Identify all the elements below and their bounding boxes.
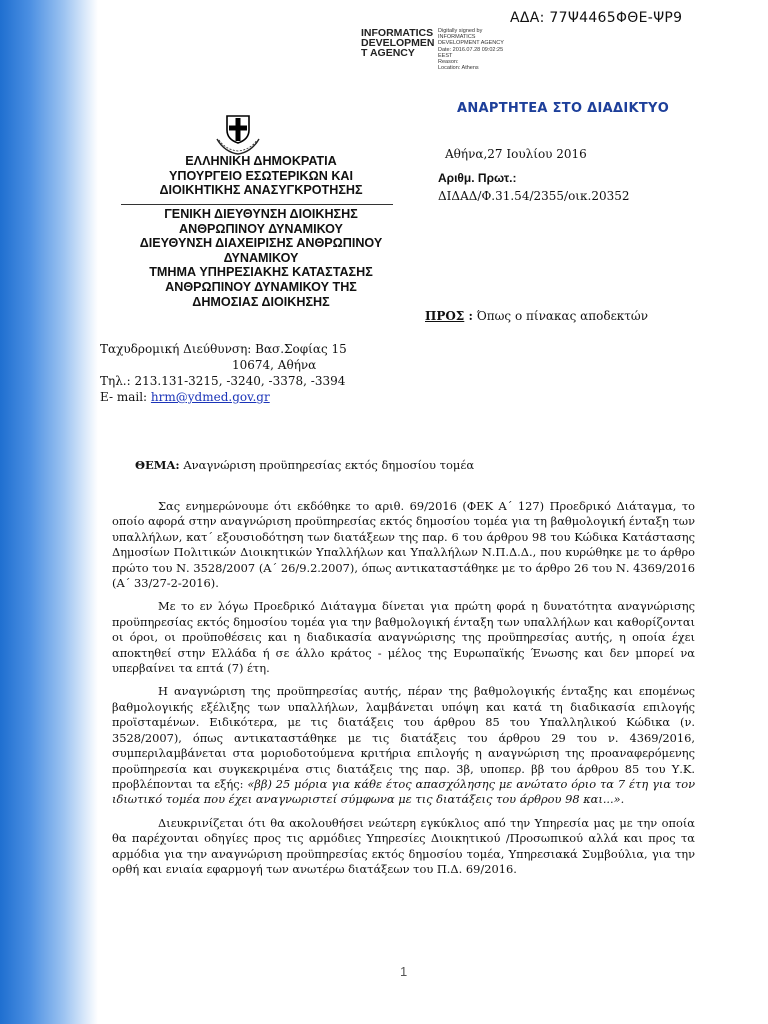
header-line: ΔΥΝΑΜΙΚΟΥ: [223, 250, 299, 265]
header-line: ΕΛΛΗΝΙΚΗ ΔΗΜΟΚΡΑΤΙΑ: [185, 154, 337, 168]
signature-detail-line: EEST: [438, 52, 453, 59]
digital-signature-details: [438, 28, 504, 71]
digital-signature-org: [361, 28, 435, 58]
header-line: ΔΙΕΥΘΥΝΣΗ ΔΙΑΧΕΙΡΙΣΗΣ ΑΝΘΡΩΠΙΝΟΥ: [139, 236, 383, 251]
recipient-separator: :: [464, 309, 473, 323]
header-line: ΔΙΟΙΚΗΤΙΚΗΣ ΑΝΑΣΥΓΚΡΟΤΗΣΗΣ: [159, 183, 363, 198]
paragraph-3: [112, 684, 695, 807]
signature-detail-line: INFORMATICS: [438, 34, 476, 41]
header-line: ΑΝΘΡΩΠΙΝΟΥ ΔΥΝΑΜΙΚΟΥ: [179, 221, 343, 236]
recipient-value: Όπως ο πίνακας αποδεκτών: [476, 309, 649, 323]
paragraph-1: Σας ενημερώνουμε ότι εκδόθηκε το αριθ. 69/2016 (ΦΕΚ Α΄ 127) Προεδρικό Διάταγμα, το οποίο αφορά στην αναγνώριση προϋπηρεσίας εκτός δημοσίου τομέα για τη βαθμολογική ένταξη των υπαλλήλων, κατ΄ εξουσιοδότηση των διατάξεων της παρ. 6 του άρθρου 98 του Κώδικα Κατάστασης Δημοσίων Πολιτικών Διοικητικών Υπαλλήλων και Υπαλλήλων Ν.Π.Δ.Δ., που κυρώθηκε με το άρθρο πρώτο του Ν. 3528/2007 (Α΄ 26/9.2.2007), όπως αντικαταστάθηκε με το άρθρο 26 του Ν. 4369/2016 (Α΄ 33/27-2-2016).: [112, 499, 695, 591]
paragraph-4: Διευκρινίζεται ότι θα ακολουθήσει νεώτερη εγκύκλιος από την Υπηρεσία μας με την οποία θα παρέχονται οδηγίες προς τις αρμόδιες Υπηρεσίες Διοικητικού /Προσωπικού αλλά και προς τα αρμόδια για την αναγνώριση προϋπηρεσίας εκτός δημοσίου τομέα, Υπηρεσιακά Συμβούλια, για την ορθή και ενιαία εφαρμογή των ανωτέρω διατάξεων του Π.Δ. 69/2016.: [112, 815, 695, 876]
document-body: [112, 499, 695, 877]
signature-detail-line: Digitally signed by: [438, 28, 483, 34]
postal-city: 10674, Αθήνα: [232, 358, 317, 372]
postal-address: Ταχυδρομική Διεύθυνση: Βασ.Σοφίας 15: [100, 342, 347, 356]
publish-online-banner: ΑΝΑΡΤΗΤΕΑ ΣΤΟ ΔΙΑΔΙΚΤΥΟ: [457, 101, 670, 116]
protocol-label: Αριθμ. Πρωτ.:: [438, 171, 517, 185]
signature-detail-line: Reason:: [438, 59, 459, 66]
email-link[interactable]: hrm@ydmed.gov.gr: [150, 390, 270, 404]
paragraph-3-quote: «ββ) 25 μόρια για κάθε έτος απασχόλησης με ανώτατο όριο τα 7 έτη για τον ιδιωτικό τομέα που έχει αναγνωριστεί σύμφωνα με τις διατάξεις του άρθρου 98 και...».: [112, 776, 695, 807]
signature-detail-line: Location: Athens: [438, 65, 479, 72]
ada-code: ΑΔΑ: 77Ψ4465ΦΘΕ-ΨΡ9: [510, 10, 683, 26]
signature-detail-line: Date: 2016.07.28 09:02:25: [438, 46, 504, 53]
directorate-header: [100, 207, 422, 309]
greek-coat-of-arms-icon: [214, 113, 262, 155]
subject-label: ΘΕΜΑ:: [135, 458, 180, 472]
document-date: Αθήνα,27 Ιουλίου 2016: [445, 147, 587, 161]
signature-org-line: INFORMATICS: [361, 27, 434, 39]
header-line: ΔΗΜΟΣΙΑΣ ΔΙΟΙΚΗΣΗΣ: [192, 294, 330, 309]
header-line: ΤΜΗΜΑ ΥΠΗΡΕΣΙΑΚΗΣ ΚΑΤΑΣΤΑΣΗΣ: [149, 265, 373, 280]
subject-text: Αναγνώριση προϋπηρεσίας εκτός δημοσίου τομέα: [179, 458, 475, 472]
header-divider: [121, 204, 393, 205]
left-blue-gradient-bar: [0, 0, 98, 1024]
paragraph-2: Με το εν λόγω Προεδρικό Διάταγμα δίνεται για πρώτη φορά η δυνατότητα αναγνώρισης προϋπηρεσίας εκτός δημοσίου τομέα για την βαθμολογική ένταξη των υπαλλήλων και καθορίζονται οι όροι, οι προϋποθέσεις και η διαδικασία αναγνώρισης της προϋπηρεσίας αυτής, η οποία έχει αποκτηθεί στην Ελλάδα ή σε άλλο κράτος - μέλος της Ευρωπαϊκής Ένωσης και δεν μπορεί να υπερβαίνει τα επτά (7) έτη.: [112, 599, 695, 676]
paragraph-3-text: Η αναγνώριση της προϋπηρεσίας αυτής, πέραν της βαθμολογικής ένταξης και επομένως βαθμολογικής εξέλιξης των υπαλλήλων, λαμβάνεται υπόψη και κατά τη διαδικασία επιλογής προϊσταμένων. Ειδικότερα, με τις διατάξεις του άρθρου 85 του Υπαλληλικού Κώδικα (ν. 3528/2007), όπως αντικαταστάθηκε με τις διατάξεις του άρθρου 29 του ν. 4369/2016, συμπεριλαμβάνεται στα μοριοδοτούμενα κριτήρια επιλογής η αναγνώριση της προαναφερόμενης προϋπηρεσία και συγκεκριμένα στις διατάξεις της παρ. 3β, υποπερ. ββ του άρθρου 85 του Υ.Κ. προβλέπονται τα εξής:: [112, 684, 695, 791]
recipient-label: ΠΡΟΣ: [425, 309, 465, 323]
contact-block: [100, 341, 347, 405]
subject-line: [135, 458, 474, 472]
phone-numbers: Τηλ.: 213.131-3215, -3240, -3378, -3394: [100, 374, 346, 388]
signature-org-line: DEVELOPMEN: [361, 37, 435, 49]
protocol-number: ΔΙΔΑΔ/Φ.31.54/2355/οικ.20352: [438, 189, 630, 203]
signature-detail-line: DEVELOPMENT AGENCY: [438, 40, 504, 47]
recipient-line: [425, 309, 648, 323]
email-line: [100, 389, 347, 405]
ministry-header: [100, 154, 422, 198]
page-number: 1: [400, 964, 408, 979]
header-line: ΑΝΘΡΩΠΙΝΟΥ ΔΥΝΑΜΙΚΟΥ ΤΗΣ: [165, 279, 357, 294]
header-line: ΓΕΝΙΚΗ ΔΙΕΥΘΥΝΣΗ ΔΙΟΙΚΗΣΗΣ: [164, 207, 358, 221]
header-line: ΥΠΟΥΡΓΕΙΟ ΕΣΩΤΕΡΙΚΩΝ ΚΑΙ: [168, 168, 354, 183]
email-label: E- mail:: [100, 390, 151, 404]
signature-org-line: T AGENCY: [361, 47, 415, 59]
